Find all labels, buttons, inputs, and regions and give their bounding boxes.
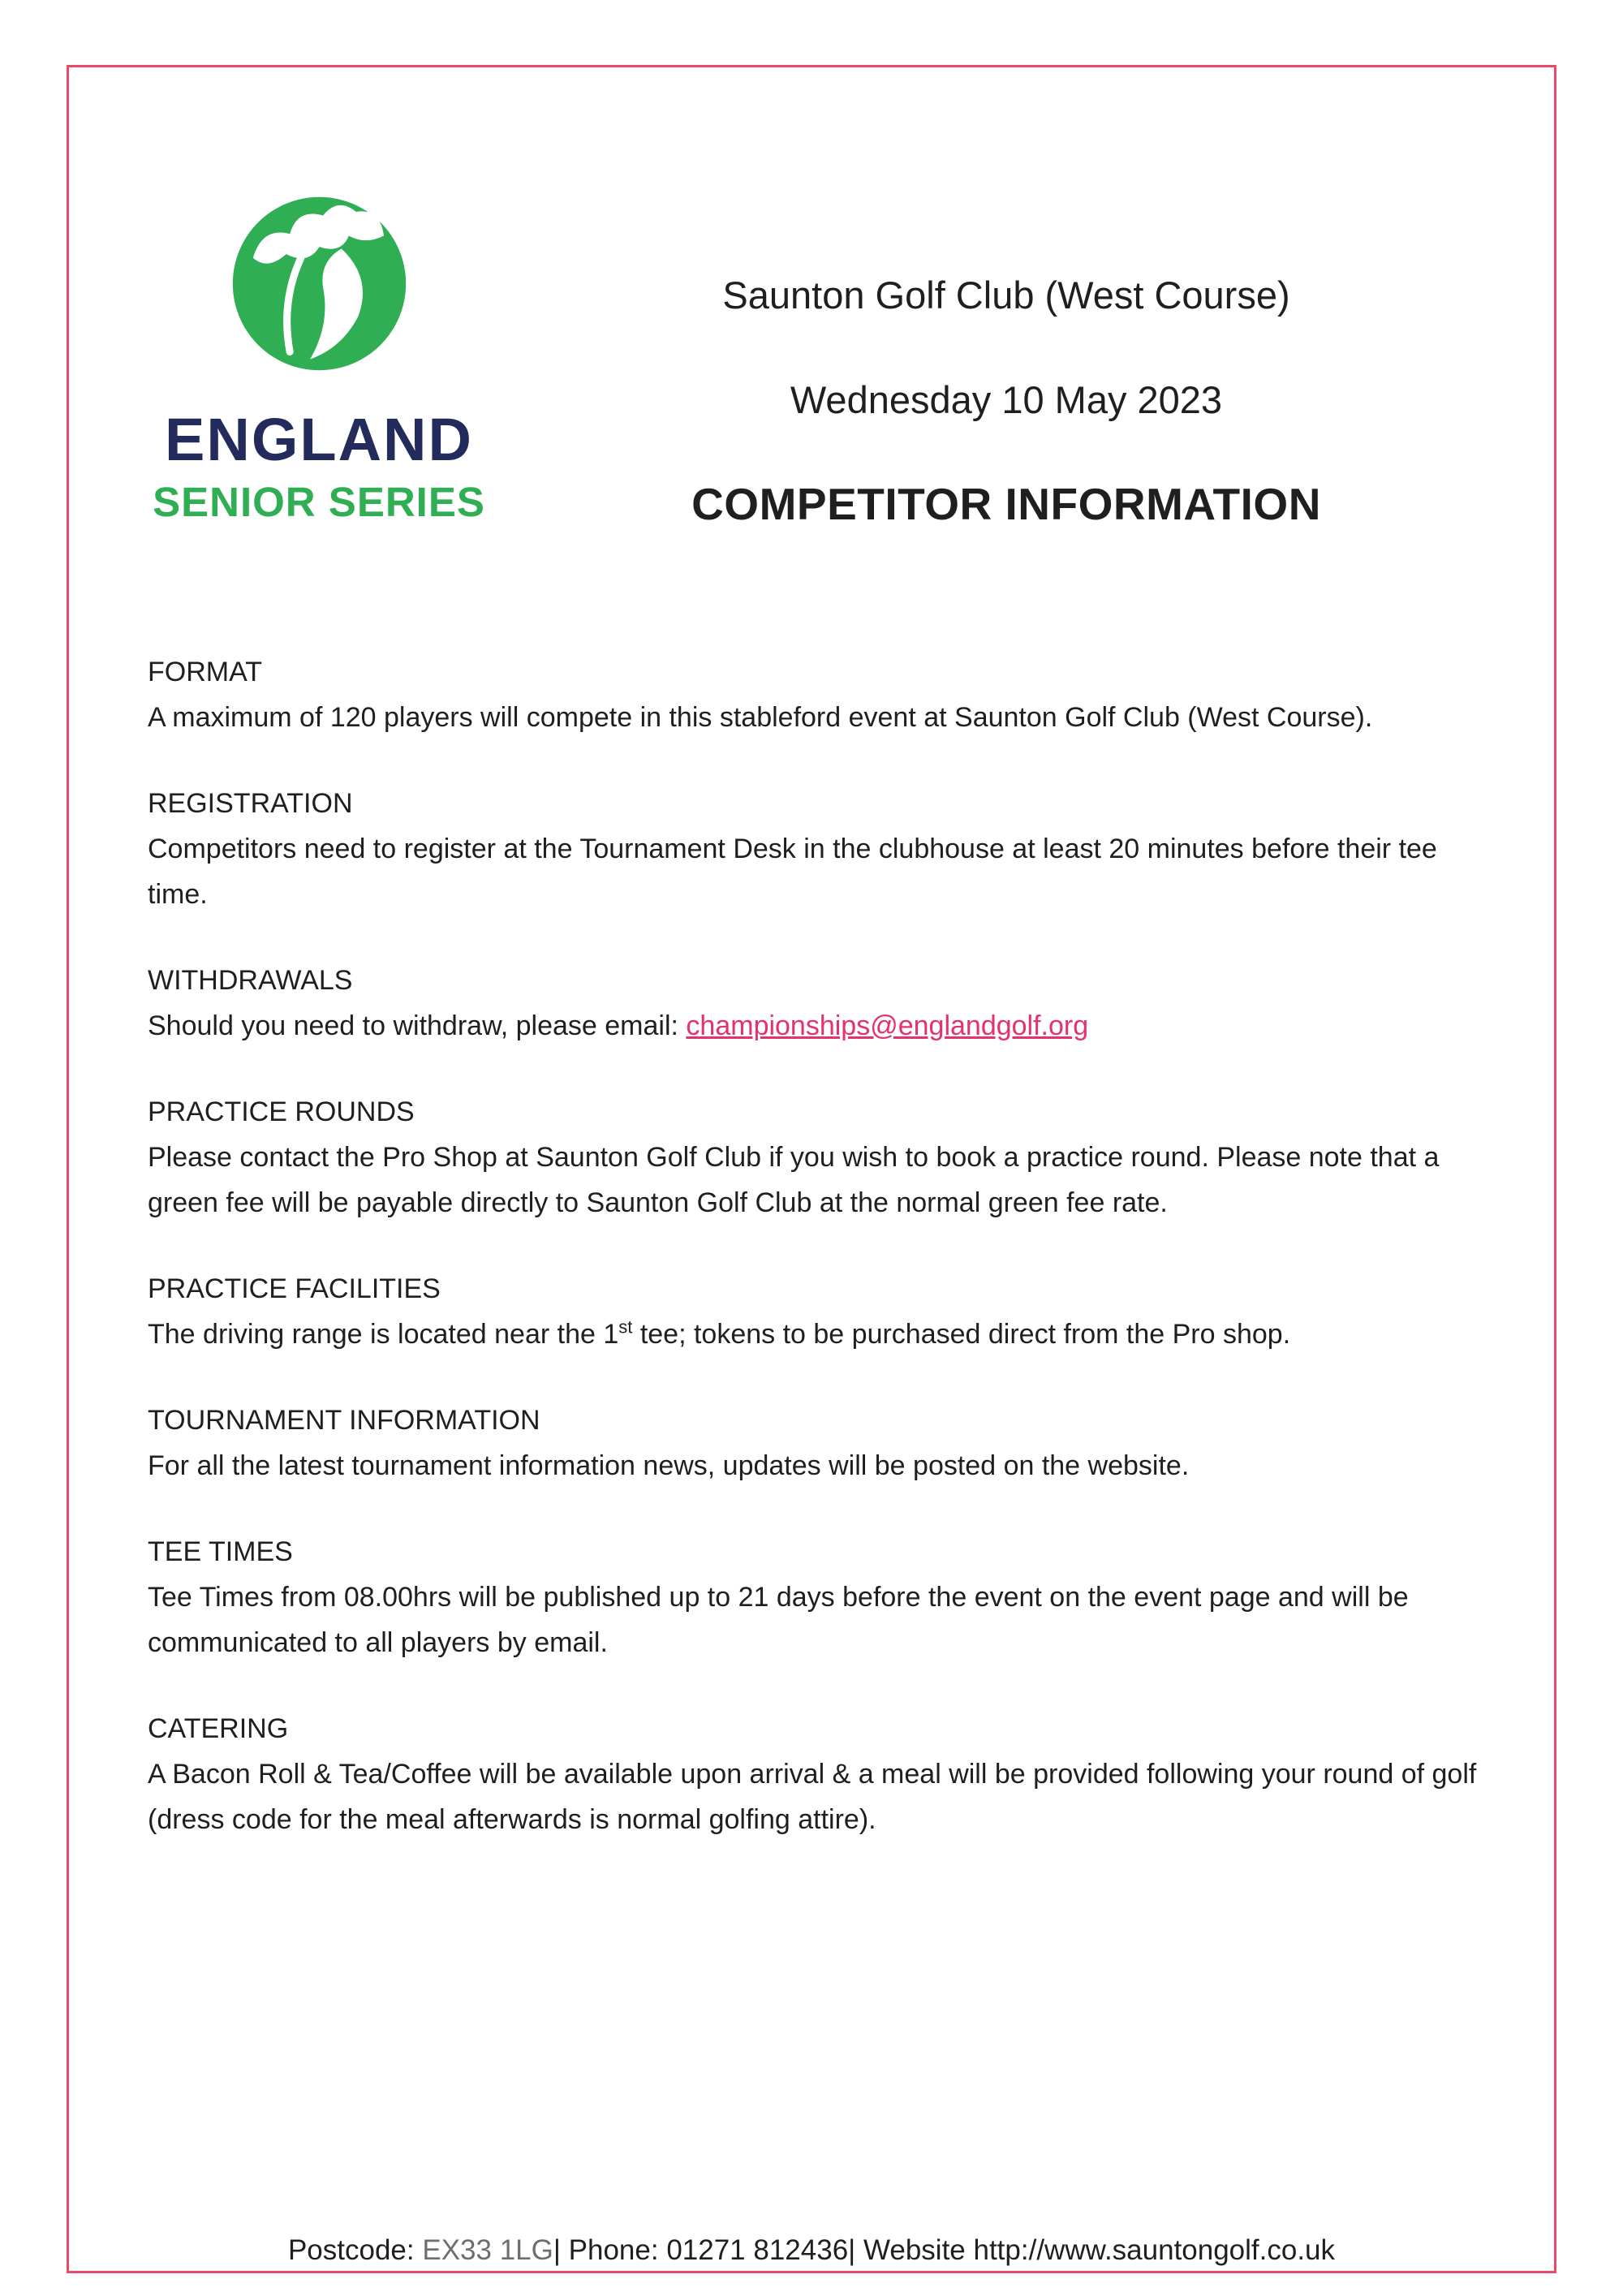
section-body: Tee Times from 08.00hrs will be published up to 21 days before the event on the event page and will be communicated to all players by email. [148,1582,1409,1658]
footer-contact-rest: | Phone: 01271 812436| Website http://www.sauntongolf.co.uk [553,2234,1336,2266]
postcode-value: EX33 1LG [422,2234,553,2266]
section-heading: REGISTRATION [148,788,353,819]
section-catering [148,1706,1492,1842]
section-heading: TOURNAMENT INFORMATION [148,1405,540,1436]
section-body: A maximum of 120 players will compete in this stableford event at Saunton Golf Club (West Course). [148,702,1373,733]
section-registration [148,781,1492,917]
logo-england-text: ENGLAND [165,406,473,473]
section-heading: CATERING [148,1713,289,1744]
section-body [148,1312,1492,1357]
section-format [148,649,1492,740]
withdrawal-email-link[interactable]: championships@englandgolf.org [686,1010,1089,1041]
footer-contact [0,2234,1623,2268]
logo-senior-series-text: SENIOR SERIES [153,479,485,525]
england-senior-series-logo [140,192,497,523]
section-body [148,1003,1492,1049]
postcode-label: Postcode: [287,2234,423,2266]
section-body: For all the latest tournament information news, updates will be posted on the website. [148,1450,1190,1481]
ordinal-superscript: st [618,1316,633,1338]
section-practice-facilities [148,1266,1492,1357]
section-tournament-information [148,1398,1492,1488]
globe-leaf-icon [140,192,497,376]
section-practice-rounds [148,1089,1492,1226]
section-tee-times [148,1529,1492,1665]
section-heading: WITHDRAWALS [148,965,353,996]
document-body [148,649,1492,1883]
section-body: Competitors need to register at the Tournament Desk in the clubhouse at least 20 minutes before their tee time. [148,834,1437,910]
section-heading: TEE TIMES [148,1536,293,1567]
document-header [503,276,1509,527]
section-heading: FORMAT [148,657,263,687]
page-title: COMPETITOR INFORMATION [691,479,1321,529]
date-line: Wednesday 10 May 2023 [790,378,1223,421]
section-body: Please contact the Pro Shop at Saunton Golf Club if you wish to book a practice round. Please note that a green fee will be payable directly to Saunton Golf Club at the normal green fee rate. [148,1142,1440,1218]
section-heading: PRACTICE ROUNDS [148,1096,415,1127]
venue-line: Saunton Golf Club (West Course) [722,274,1290,317]
section-heading: PRACTICE FACILITIES [148,1273,441,1304]
section-withdrawals [148,958,1492,1049]
body-text: tee; tokens to be purchased direct from the Pro shop. [632,1319,1291,1350]
body-text: Should you need to withdraw, please email: [148,1010,687,1041]
section-body: A Bacon Roll & Tea/Coffee will be available upon arrival & a meal will be provided following your round of golf (dress code for the meal afterwards is normal golfing attire). [148,1759,1477,1835]
body-text: The driving range is located near the 1 [148,1319,619,1350]
